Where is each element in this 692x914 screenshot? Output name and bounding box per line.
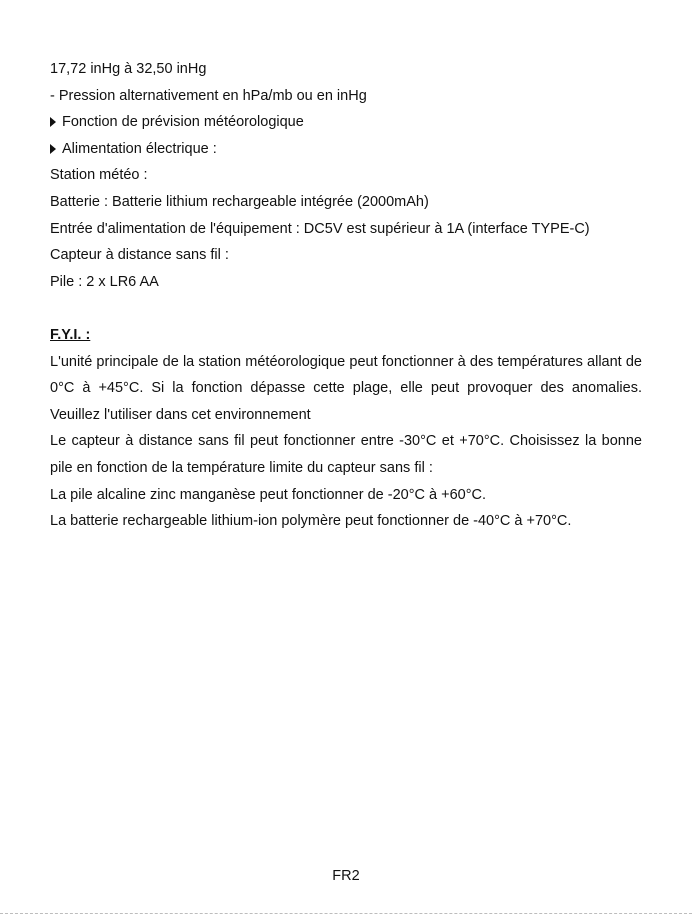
forecast-feature-text: Fonction de prévision météorologique — [62, 114, 304, 131]
document-body — [50, 56, 642, 535]
triangle-bullet-icon — [50, 144, 56, 154]
pressure-units-line: - Pression alternativement en hPa/mb ou en inHg — [50, 87, 367, 104]
spacer — [50, 295, 642, 322]
sensor-battery-line: Pile : 2 x LR6 AA — [50, 273, 159, 290]
power-supply-line — [50, 136, 642, 163]
forecast-feature-line — [50, 109, 642, 136]
fyi-paragraph-lithium: La batterie rechargeable lithium-ion polymère peut fonctionner de -40°C à +70°C. — [50, 513, 572, 530]
battery-line: Batterie : Batterie lithium rechargeable intégrée (2000mAh) — [50, 193, 429, 210]
fyi-paragraph-alkaline: La pile alcaline zinc manganèse peut fonctionner de -20°C à +60°C. — [50, 486, 486, 503]
fyi-paragraph-main-unit: L'unité principale de la station météorologique peut fonctionner à des températures allant de 0°C à +45°C. Si la fonction dépasse cette plage, elle peut provoquer des anomalies. Veuillez l'utiliser dans cet environnement — [50, 353, 642, 423]
weather-station-label: Station météo : — [50, 167, 148, 184]
fyi-heading: F.Y.I. : — [50, 326, 91, 343]
pressure-range-line: 17,72 inHg à 32,50 inHg — [50, 61, 207, 77]
power-input-line: Entrée d'alimentation de l'équipement : DC5V est supérieur à 1A (interface TYPE-C) — [50, 220, 590, 237]
power-supply-text: Alimentation électrique : — [62, 140, 217, 157]
triangle-bullet-icon — [50, 117, 56, 127]
fyi-paragraph-sensor: Le capteur à distance sans fil peut fonctionner entre -30°C et +70°C. Choisissez la bonne pile en fonction de la température limite du capteur sans fil : — [50, 433, 642, 476]
wireless-sensor-label: Capteur à distance sans fil : — [50, 247, 229, 264]
page-number: FR2 — [332, 868, 360, 884]
